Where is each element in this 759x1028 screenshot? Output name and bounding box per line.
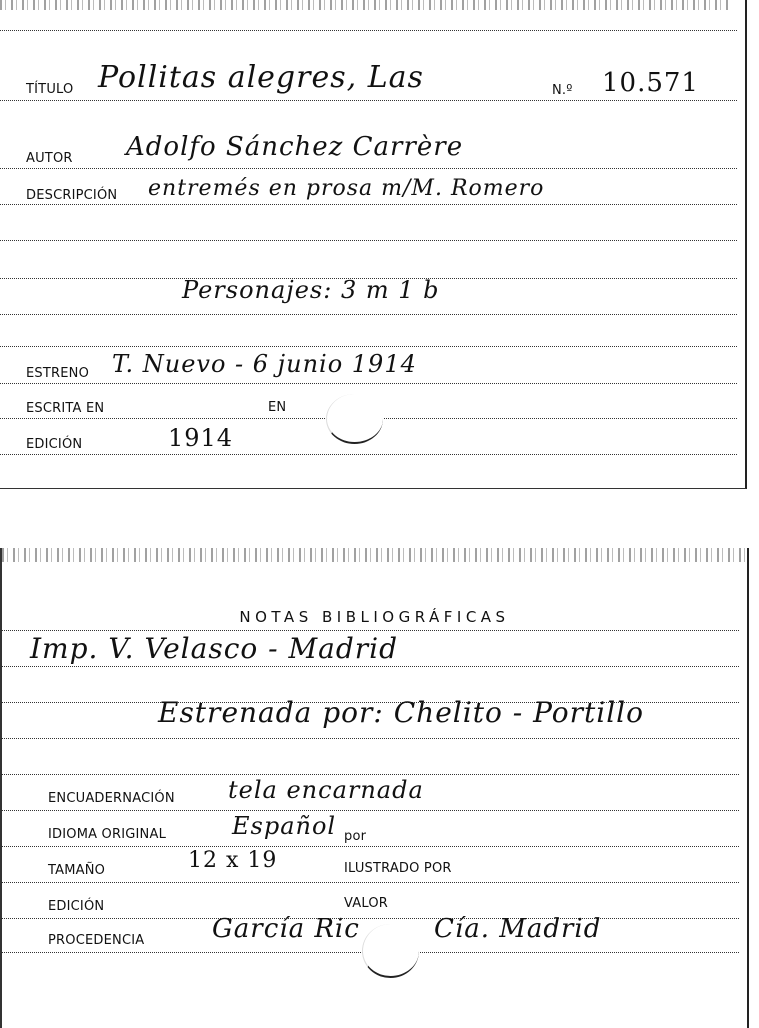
edicion-label: EDICIÓN (26, 437, 83, 452)
ruled-line (0, 168, 737, 169)
catalog-card-back (0, 548, 749, 1028)
autor-value: Adolfo Sánchez Carrère (126, 132, 464, 162)
punch-hole (326, 394, 383, 444)
ruled-line (0, 346, 737, 347)
ruled-line (2, 810, 739, 811)
ruled-line (0, 314, 737, 315)
catalog-card-front (0, 0, 747, 489)
titulo-label: TÍTULO (26, 82, 74, 97)
estreno-label: ESTRENO (26, 366, 90, 381)
en-label: EN (268, 400, 287, 415)
card-edge-texture (0, 0, 731, 10)
note-line-1: Imp. V. Velasco - Madrid (30, 632, 399, 665)
estreno-value: T. Nuevo - 6 junio 1914 (112, 350, 417, 378)
ruled-line (0, 204, 737, 205)
idioma-label: IDIOMA ORIGINAL (48, 827, 167, 842)
procedencia-value-2: Cía. Madrid (434, 914, 602, 944)
ruled-line (2, 666, 739, 667)
autor-label: AUTOR (26, 151, 73, 166)
ruled-line (2, 630, 739, 631)
ruled-line (0, 30, 737, 31)
edicion-label: EDICIÓN (48, 899, 105, 914)
card-edge-texture (2, 548, 747, 562)
escrita-en-label: ESCRITA EN (26, 401, 105, 416)
ruled-line (2, 846, 739, 847)
numero-value: 10.571 (602, 68, 699, 98)
numero-label: N.º (552, 83, 573, 98)
procedencia-label: PROCEDENCIA (48, 933, 145, 948)
idioma-value: Español (232, 812, 337, 840)
procedencia-value: García Ric (212, 914, 360, 944)
ruled-line (0, 100, 737, 101)
notas-heading: NOTAS BIBLIOGRÁFICAS (239, 608, 510, 626)
edicion-value: 1914 (168, 424, 234, 452)
personajes-value: Personajes: 3 m 1 b (182, 276, 440, 304)
ruled-line (2, 774, 739, 775)
ruled-line (0, 240, 737, 241)
titulo-value: Pollitas alegres, Las (98, 60, 424, 95)
encuadernacion-value: tela encarnada (228, 776, 424, 804)
encuadernacion-label: ENCUADERNACIÓN (48, 791, 175, 806)
descripcion-label: DESCRIPCIÓN (26, 188, 118, 203)
note-line-2: Estrenada por: Chelito - Portillo (158, 696, 644, 729)
ruled-line (2, 882, 739, 883)
ruled-line (2, 918, 739, 919)
ruled-line (2, 738, 739, 739)
punch-hole (362, 924, 419, 978)
tamano-label: TAMAÑO (48, 863, 106, 878)
por-label: por (344, 829, 367, 844)
valor-label: VALOR (344, 896, 388, 911)
ruled-line (0, 454, 737, 455)
ruled-line (0, 383, 737, 384)
tamano-value: 12 x 19 (188, 848, 278, 873)
descripcion-value: entremés en prosa m/M. Romero (148, 176, 545, 201)
ilustrado-label: ILUSTRADO POR (344, 861, 452, 876)
